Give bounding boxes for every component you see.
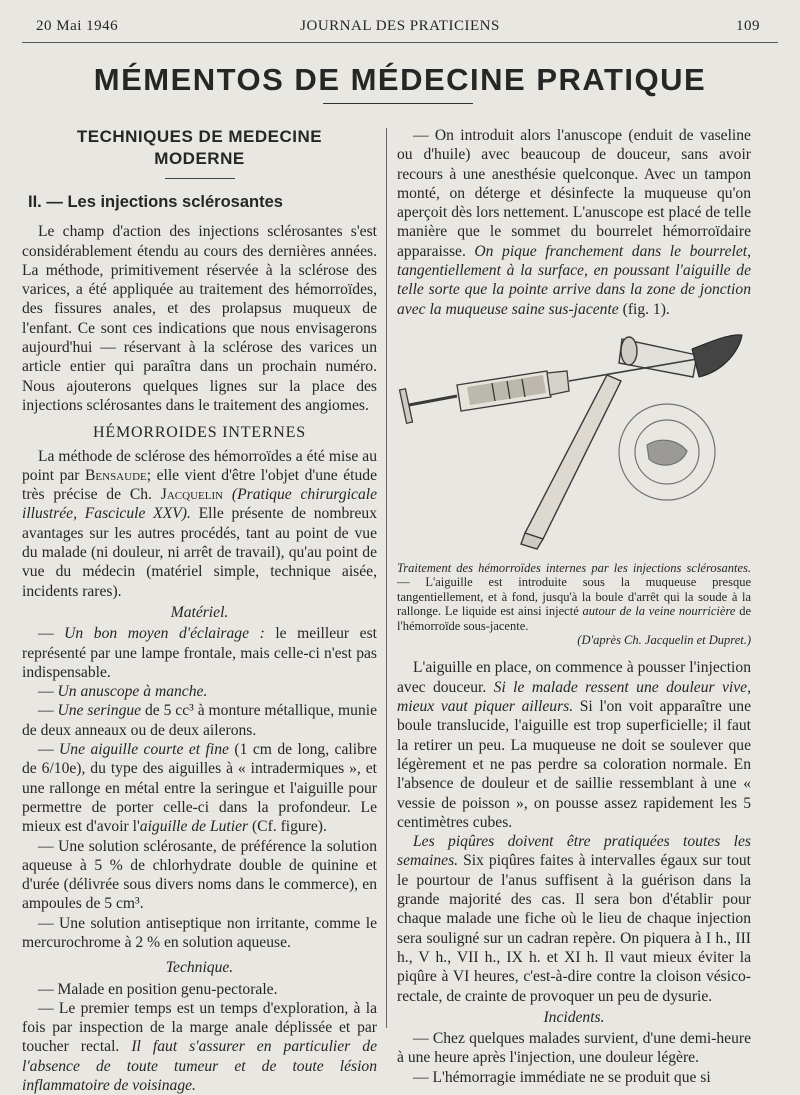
section-rule (165, 178, 235, 179)
page-number: 109 (736, 18, 760, 34)
incident-item-2: — L'hémorragie immédiate ne se produit que si (413, 1068, 711, 1086)
issue-date: 20 Mai 1946 (36, 18, 119, 34)
hemorrhoids-paragraph: La méthode de sclérose des hémorroïdes a été mise au point par Bensaude; elle vient d'être l'objet d'une étude très précise de Ch. Jacquelin (Pratique chirurgicale illustrée, Fascicule XXV). Elle présente de nombreux avantages sur les autres procédés, tant au point de vue du malade (ni douleur, ni arrêt de travail), qu'au point de vue du médecin (matériel simple, technique aisée, incidents rares). (22, 447, 377, 600)
schedule-paragraph: Les piqûres doivent être pratiquées toutes les semaines. Six piqûres faites à intervalles égaux sur tout le pourtour de l'anus suffisent à la guérison dans la grande majorité des cas. Il sera bon d'établir pour chaque malade une fiche où le lieu de chaque injection sera souligné sur un cadran repère. On piquera à I h., III h., V h., VII h., IX h. et XI h. Il vaut mieux éviter la piqûre à VI heures, c'est-à-dire contre la cloison vésico-rectale, de crainte de provoquer un peu de dysurie. (397, 833, 752, 1005)
header-rule (22, 42, 778, 43)
intro-paragraph: Le champ d'action des injections sclérosantes s'est considérablement étendu au cours des dernières années. La méthode, primitivement réservée à la sclérose des varices, a été appliquée au traitement des hémorroïdes, des fissures anales, et des prolapsus muqueux de l'enfant. Ce sont ces indications que nous envisagerons aujourd'hui — réservant à la sclérose des varices un article entier qui paraîtra dans un prochain numéro. Nous ajouterons quelques lignes sur la place des injections sclérosantes dans le traitement des angiomes. (22, 223, 377, 414)
materiel-item-3: — Une seringue de 5 cc³ à monture métallique, munie de deux anneaux ou de deux ailerons. (22, 702, 378, 739)
materiel-item-5: — Une solution sclérosante, de préférence la solution aqueuse à 5 % de chlorhydrate double de quinine et d'urée (délivrée sous divers noms dans le commerce), en ampoules de 5 cm³. (22, 837, 377, 913)
materiel-item-6: — Une solution antiseptique non irritante, comme le mercurochrome à 2 % en solution aqueuse. (22, 914, 377, 951)
anuscope-paragraph: — On introduit alors l'anuscope (enduit de vaseline ou d'huile) avec beaucoup de douceur, sans avoir recours à une anesthésie quelconque. Avec un tampon monté, on déterge et désinfecte la muqueuse qu'on aperçoit dès lors nettement. L'anuscope est placé de telle manière que le sommet du bourrelet hémorroïdaire apparaisse. On pique franchement dans le bourrelet, tangentiellement à la surface, en poussant l'aiguille de telle sorte que la pointe arrive dans la zone de jonction avec la muqueuse saine sus-jacente (fig. 1). (397, 127, 751, 318)
technique-item-1: — Malade en position genu-pectorale. (38, 980, 278, 998)
incident-item-1: — Chez quelques malades survient, d'une demi-heure à une heure après l'injection, une douleur légère. (397, 1030, 751, 1067)
materiel-item-4: — Une aiguille courte et fine (1 cm de long, calibre de 6/10e), du type des aiguilles à « intradermiques », et une rallonge en métal entre la seringue et l'aiguille pour permettre de porter celle-ci dans la profondeur. Le mieux est d'avoir l'aiguille de Lutier (Cf. figure). (22, 741, 377, 836)
figure-syringe-illustration (397, 327, 751, 555)
page-title: MÉMENTOS DE MÉDECINE PRATIQUE (93, 62, 707, 97)
hemorrhoids-heading: HÉMORROIDES INTERNES (93, 424, 306, 442)
syringe-anuscope-drawing (397, 327, 751, 555)
section-title: TECHNIQUES DE MEDECINE MODERNE (76, 127, 323, 168)
title-rule (323, 103, 473, 104)
figure-credit: (D'après Ch. Jacquelin et Dupret.) (577, 633, 751, 648)
column-divider (386, 128, 387, 1028)
injection-paragraph: L'aiguille en place, on commence à pousser l'injection avec douceur. Si le malade ressent une douleur vive, mieux vaut piquer ailleurs. Si l'on voit apparaître une boule translucide, l'aiguille est trop superficielle; il faut la retirer un peu. La muqueuse ne doit se soulever que légèrement et ne pas perdre sa coloration normale. En l'absence de douleur et de saillie ressemblant à une « vessie de poisson », on pousse assez rapidement les 5 centimètres cubes. (397, 659, 751, 831)
materiel-item-2: — Un anuscope à manche. (38, 683, 208, 701)
technique-heading: Technique. (165, 959, 234, 977)
materiel-item-1: — Un bon moyen d'éclairage : le meilleur est représenté par une lampe frontale, mais celle-ci n'est pas indispensable. (22, 625, 377, 681)
materiel-heading: Matériel. (170, 603, 229, 621)
chapter-title: II. — Les injections sclérosantes (28, 193, 283, 211)
right-column (397, 126, 751, 1087)
figure-caption: Traitement des hémorroïdes internes par les injections sclérosantes. — L'aiguille est introduite sous la muqueuse presque tangentiellement, et à fond, jusqu'à la boule d'arrêt qui la soude à la rallonge. Le liquide est ainsi injecté autour de la veine nourricière de l'hémorroïde sous-jacente. (397, 560, 752, 633)
incidents-heading: Incidents. (543, 1008, 605, 1026)
technique-item-2: — Le premier temps est un temps d'exploration, à la fois par inspection de la marge anale déplissée et par toucher rectal. Il faut s'assurer en particulier de l'absence de toute tumeur et de toute lésion inflammatoire de voisinage. (22, 999, 377, 1095)
journal-name: JOURNAL DES PRATICIENS (300, 18, 500, 34)
running-header (30, 18, 770, 38)
left-column (22, 126, 377, 1095)
